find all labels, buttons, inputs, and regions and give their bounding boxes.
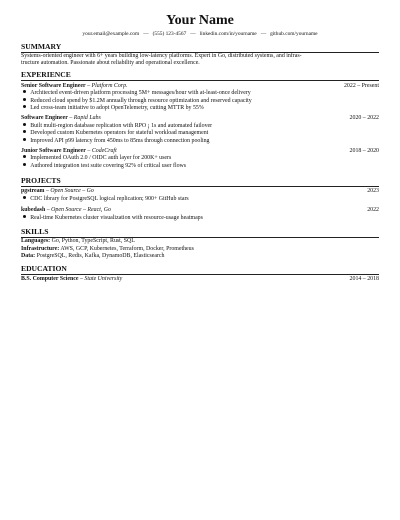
job-dates: 2018 – 2020 [349,148,379,154]
linkedin-link[interactable]: linkedin.com/in/yourname [199,31,257,37]
contact-separator: — [190,31,196,37]
job-title: Software Engineer [21,115,68,121]
contact-separator: — [143,31,149,37]
skill-value: Go, Python, TypeScript, Rust, SQL [51,238,135,244]
bullet-item [21,138,379,145]
education-row [21,275,379,283]
github-link[interactable]: github.com/yourname [270,31,318,37]
bullet-item [21,163,379,170]
bullet-dot-icon [23,138,26,141]
section-title-education: EDUCATION [21,264,67,273]
section-divider [21,80,379,81]
job-header [21,147,379,155]
job-title: Senior Software Engineer [21,83,86,89]
bullet-text: Built multi-region database replication with RPO ¡ 1s and automated failover [30,122,213,129]
job-company: Platform Corp. [91,83,128,89]
contact-line [0,31,400,38]
bullet-dot-icon [23,215,26,218]
dash: – [46,207,50,213]
dash: – [87,83,91,89]
summary-line: tructure automation. Passionate about reliability and operational excellence. [21,60,200,67]
bullet-item [21,105,379,112]
job-dates: 2020 – 2022 [349,115,379,121]
project-name: kubedash [21,207,46,213]
bullet-item [21,130,379,137]
bullet-dot-icon [23,123,26,126]
degree: B.S. Computer Science [21,275,79,282]
bullet-item [21,98,379,105]
skill-row [21,246,379,253]
skill-row [21,238,379,245]
bullet-dot-icon [23,130,26,133]
section-title-projects: PROJECTS [21,176,61,185]
dash: – [45,188,49,194]
summary-text [21,53,379,67]
skill-value: PostgreSQL, Redis, Kafka, DynamoDB, Elasticsearch [36,253,165,259]
job-dates: 2022 – Present [343,83,379,89]
project-header [21,206,379,214]
section-title-skills: SKILLS [21,227,49,236]
dash: – [87,148,91,154]
job-header [21,82,379,90]
education-dates: 2014 – 2018 [349,275,379,282]
bullet-item [21,123,379,130]
dash: – [69,115,73,121]
project-header [21,187,379,195]
bullet-text: Reduced cloud spend by $1.2M annually through resource optimization and reserved capacity [30,97,252,104]
skill-value: AWS, GCP, Kubernetes, Terraform, Docker, Prometheus [60,245,194,252]
project-meta: Open Source – React, Go [51,207,111,213]
bullet-text: Improved API p99 latency from 450ms to 85ms through connection pooling [30,137,210,144]
job-company: CodeCraft [91,148,117,154]
summary-line: Systems-oriented engineer with 6+ years building low-latency platforms. Expert in Go, distributed systems, and infras- [21,53,302,59]
phone-text: (555) 123-4567 [152,31,187,37]
bullet-text: Implemented OAuth 2.0 / OIDC auth layer for 200K+ users [30,155,172,161]
email-link[interactable]: your.email@example.com [82,31,140,37]
bullet-dot-icon [23,196,26,199]
project-meta: Open Source – Go [50,188,94,194]
section-title-experience: EXPERIENCE [21,70,71,79]
bullet-text: Authored integration test suite covering 92% of critical user flows [30,162,187,169]
bullet-dot-icon [23,98,26,101]
bullet-text: Led cross-team initiative to adopt OpenTelemetry, cutting MTTR by 55% [30,105,204,111]
bullet-dot-icon [23,105,26,108]
job-title: Junior Software Engineer [21,148,86,154]
bullet-item [21,196,379,203]
bullet-text: Developed custom Kubernetes operators for stateful workload management [30,130,209,136]
project-name: pgstream [21,188,45,194]
job-header [21,114,379,122]
bullet-item [21,215,379,222]
bullet-text: Real-time Kubernetes cluster visualization with resource-usage heatmaps [30,214,203,221]
bullet-text: Architected event-driven platform processing 5M+ messages/hour with at-least-once delivery [30,90,251,96]
bullet-item [21,155,379,162]
contact-separator: — [260,31,267,37]
job-company: Rapid Labs [73,115,101,121]
bullet-dot-icon [23,155,26,158]
dash: – [79,275,83,282]
bullet-dot-icon [23,163,26,166]
section-title-summary: SUMMARY [21,42,62,51]
project-year: 2023 [367,188,379,194]
project-year: 2022 [367,207,379,213]
skill-label: Data: [21,253,36,259]
skill-label: Infrastructure: [21,245,60,252]
resume-name: Your Name [166,13,234,28]
bullet-text: CDC library for PostgreSQL logical replication; 900+ GitHub stars [30,195,189,202]
skill-label: Languages: [21,238,51,244]
skill-row [21,253,379,260]
school: State University [84,275,123,282]
bullet-dot-icon [23,90,26,93]
bullet-item [21,90,379,97]
